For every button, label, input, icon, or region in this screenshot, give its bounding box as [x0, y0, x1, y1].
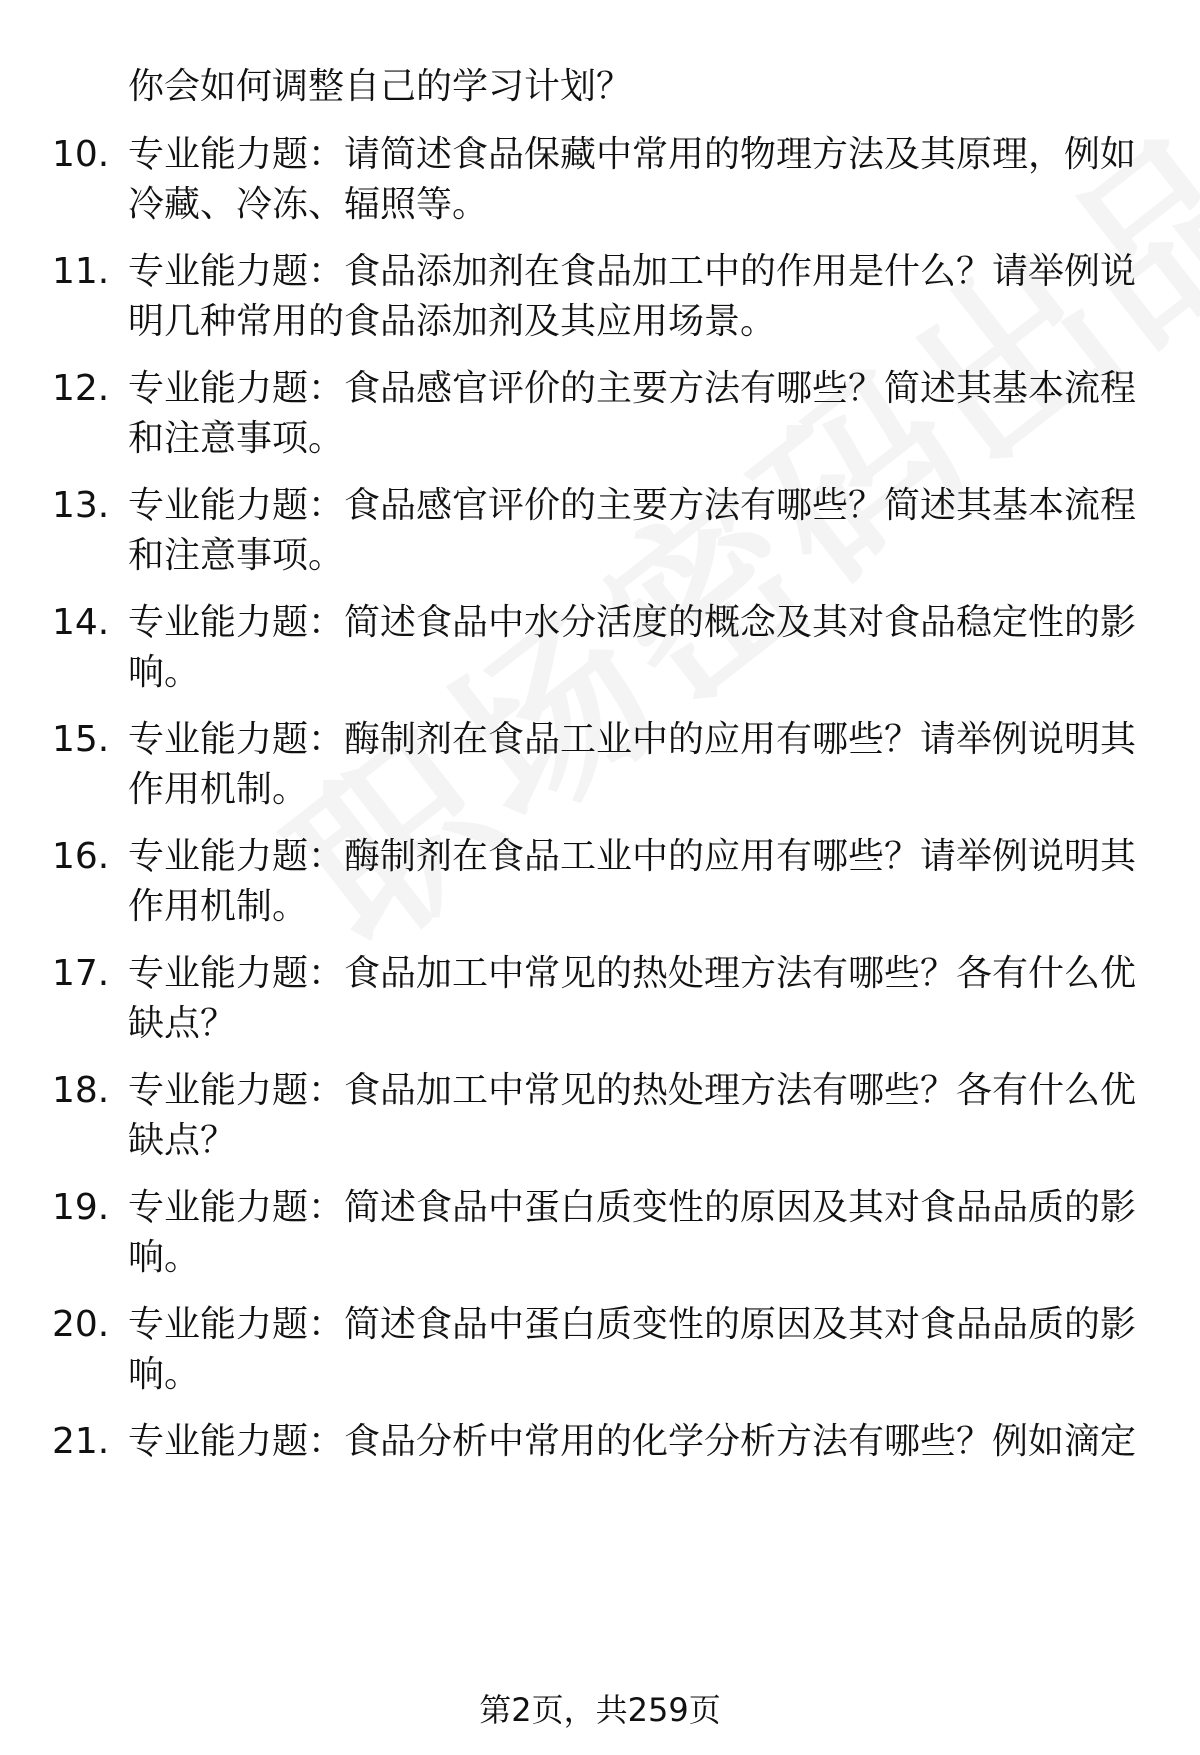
question-item: [0, 247, 1200, 357]
question-number: 12.: [52, 368, 110, 409]
question-item: [0, 364, 1200, 474]
question-number: 17.: [52, 953, 110, 994]
question-line: 明几种常用的食品添加剂及其应用场景。: [128, 301, 777, 342]
question-item: [0, 1300, 1200, 1410]
question-line: 专业能力题：食品加工中常见的热处理方法有哪些？各有什么优: [128, 1070, 1137, 1111]
question-text: [128, 481, 1148, 581]
question-item: [0, 130, 1200, 240]
question-number: 16.: [52, 836, 110, 877]
question-text: [128, 247, 1148, 347]
question-line: 专业能力题：食品感官评价的主要方法有哪些？简述其基本流程: [128, 485, 1137, 526]
question-line: 缺点？: [128, 1120, 237, 1161]
question-item: [0, 481, 1200, 591]
question-number: 13.: [52, 485, 110, 526]
question-line: 作用机制。: [128, 886, 309, 927]
question-line: 专业能力题：简述食品中水分活度的概念及其对食品稳定性的影: [128, 602, 1137, 643]
question-line: 专业能力题：简述食品中蛋白质变性的原因及其对食品品质的影: [128, 1187, 1137, 1228]
question-line: 缺点？: [128, 1003, 237, 1044]
question-item: [0, 598, 1200, 708]
question-item: [0, 1417, 1200, 1477]
question-number: 19.: [52, 1187, 110, 1228]
question-item: [0, 1183, 1200, 1293]
question-text: [128, 949, 1148, 1049]
question-text: [128, 715, 1148, 815]
continuation-text: 你会如何调整自己的学习计划？: [128, 66, 633, 107]
question-number: 15.: [52, 719, 110, 760]
question-text: [128, 1417, 1148, 1467]
question-line: 专业能力题：请简述食品保藏中常用的物理方法及其原理，例如: [128, 134, 1137, 175]
question-item: [0, 715, 1200, 825]
question-line: 专业能力题：酶制剂在食品工业中的应用有哪些？请举例说明其: [128, 836, 1137, 877]
page-footer: 第2页，共259页: [479, 1691, 721, 1729]
question-text: [128, 364, 1148, 464]
question-number: 10.: [52, 134, 110, 175]
question-line: 响。: [128, 1237, 201, 1278]
question-line: 专业能力题：简述食品中蛋白质变性的原因及其对食品品质的影: [128, 1304, 1137, 1345]
question-item: [0, 949, 1200, 1059]
question-line: 冷藏、冷冻、辐照等。: [128, 184, 489, 225]
question-line: 作用机制。: [128, 769, 309, 810]
question-line: 和注意事项。: [128, 418, 345, 459]
question-item: [0, 1066, 1200, 1176]
question-item: [0, 832, 1200, 942]
question-line: 专业能力题：酶制剂在食品工业中的应用有哪些？请举例说明其: [128, 719, 1137, 760]
question-line: 专业能力题：食品加工中常见的热处理方法有哪些？各有什么优: [128, 953, 1137, 994]
question-text: [128, 598, 1148, 698]
question-number: 20.: [52, 1304, 110, 1345]
question-number: 14.: [52, 602, 110, 643]
question-text: [128, 1300, 1148, 1400]
question-line: 响。: [128, 652, 201, 693]
question-line: 和注意事项。: [128, 535, 345, 576]
question-number: 11.: [52, 251, 110, 292]
question-line: 响。: [128, 1354, 201, 1395]
question-line: 专业能力题：食品感官评价的主要方法有哪些？简述其基本流程: [128, 368, 1137, 409]
question-text: [128, 1183, 1148, 1283]
question-number: 21.: [52, 1421, 110, 1462]
question-text: [128, 130, 1148, 230]
question-line: 专业能力题：食品分析中常用的化学分析方法有哪些？例如滴定: [128, 1421, 1137, 1462]
question-number: 18.: [52, 1070, 110, 1111]
question-line: 专业能力题：食品添加剂在食品加工中的作用是什么？请举例说: [128, 251, 1137, 292]
question-text: [128, 832, 1148, 932]
question-text: [128, 1066, 1148, 1166]
